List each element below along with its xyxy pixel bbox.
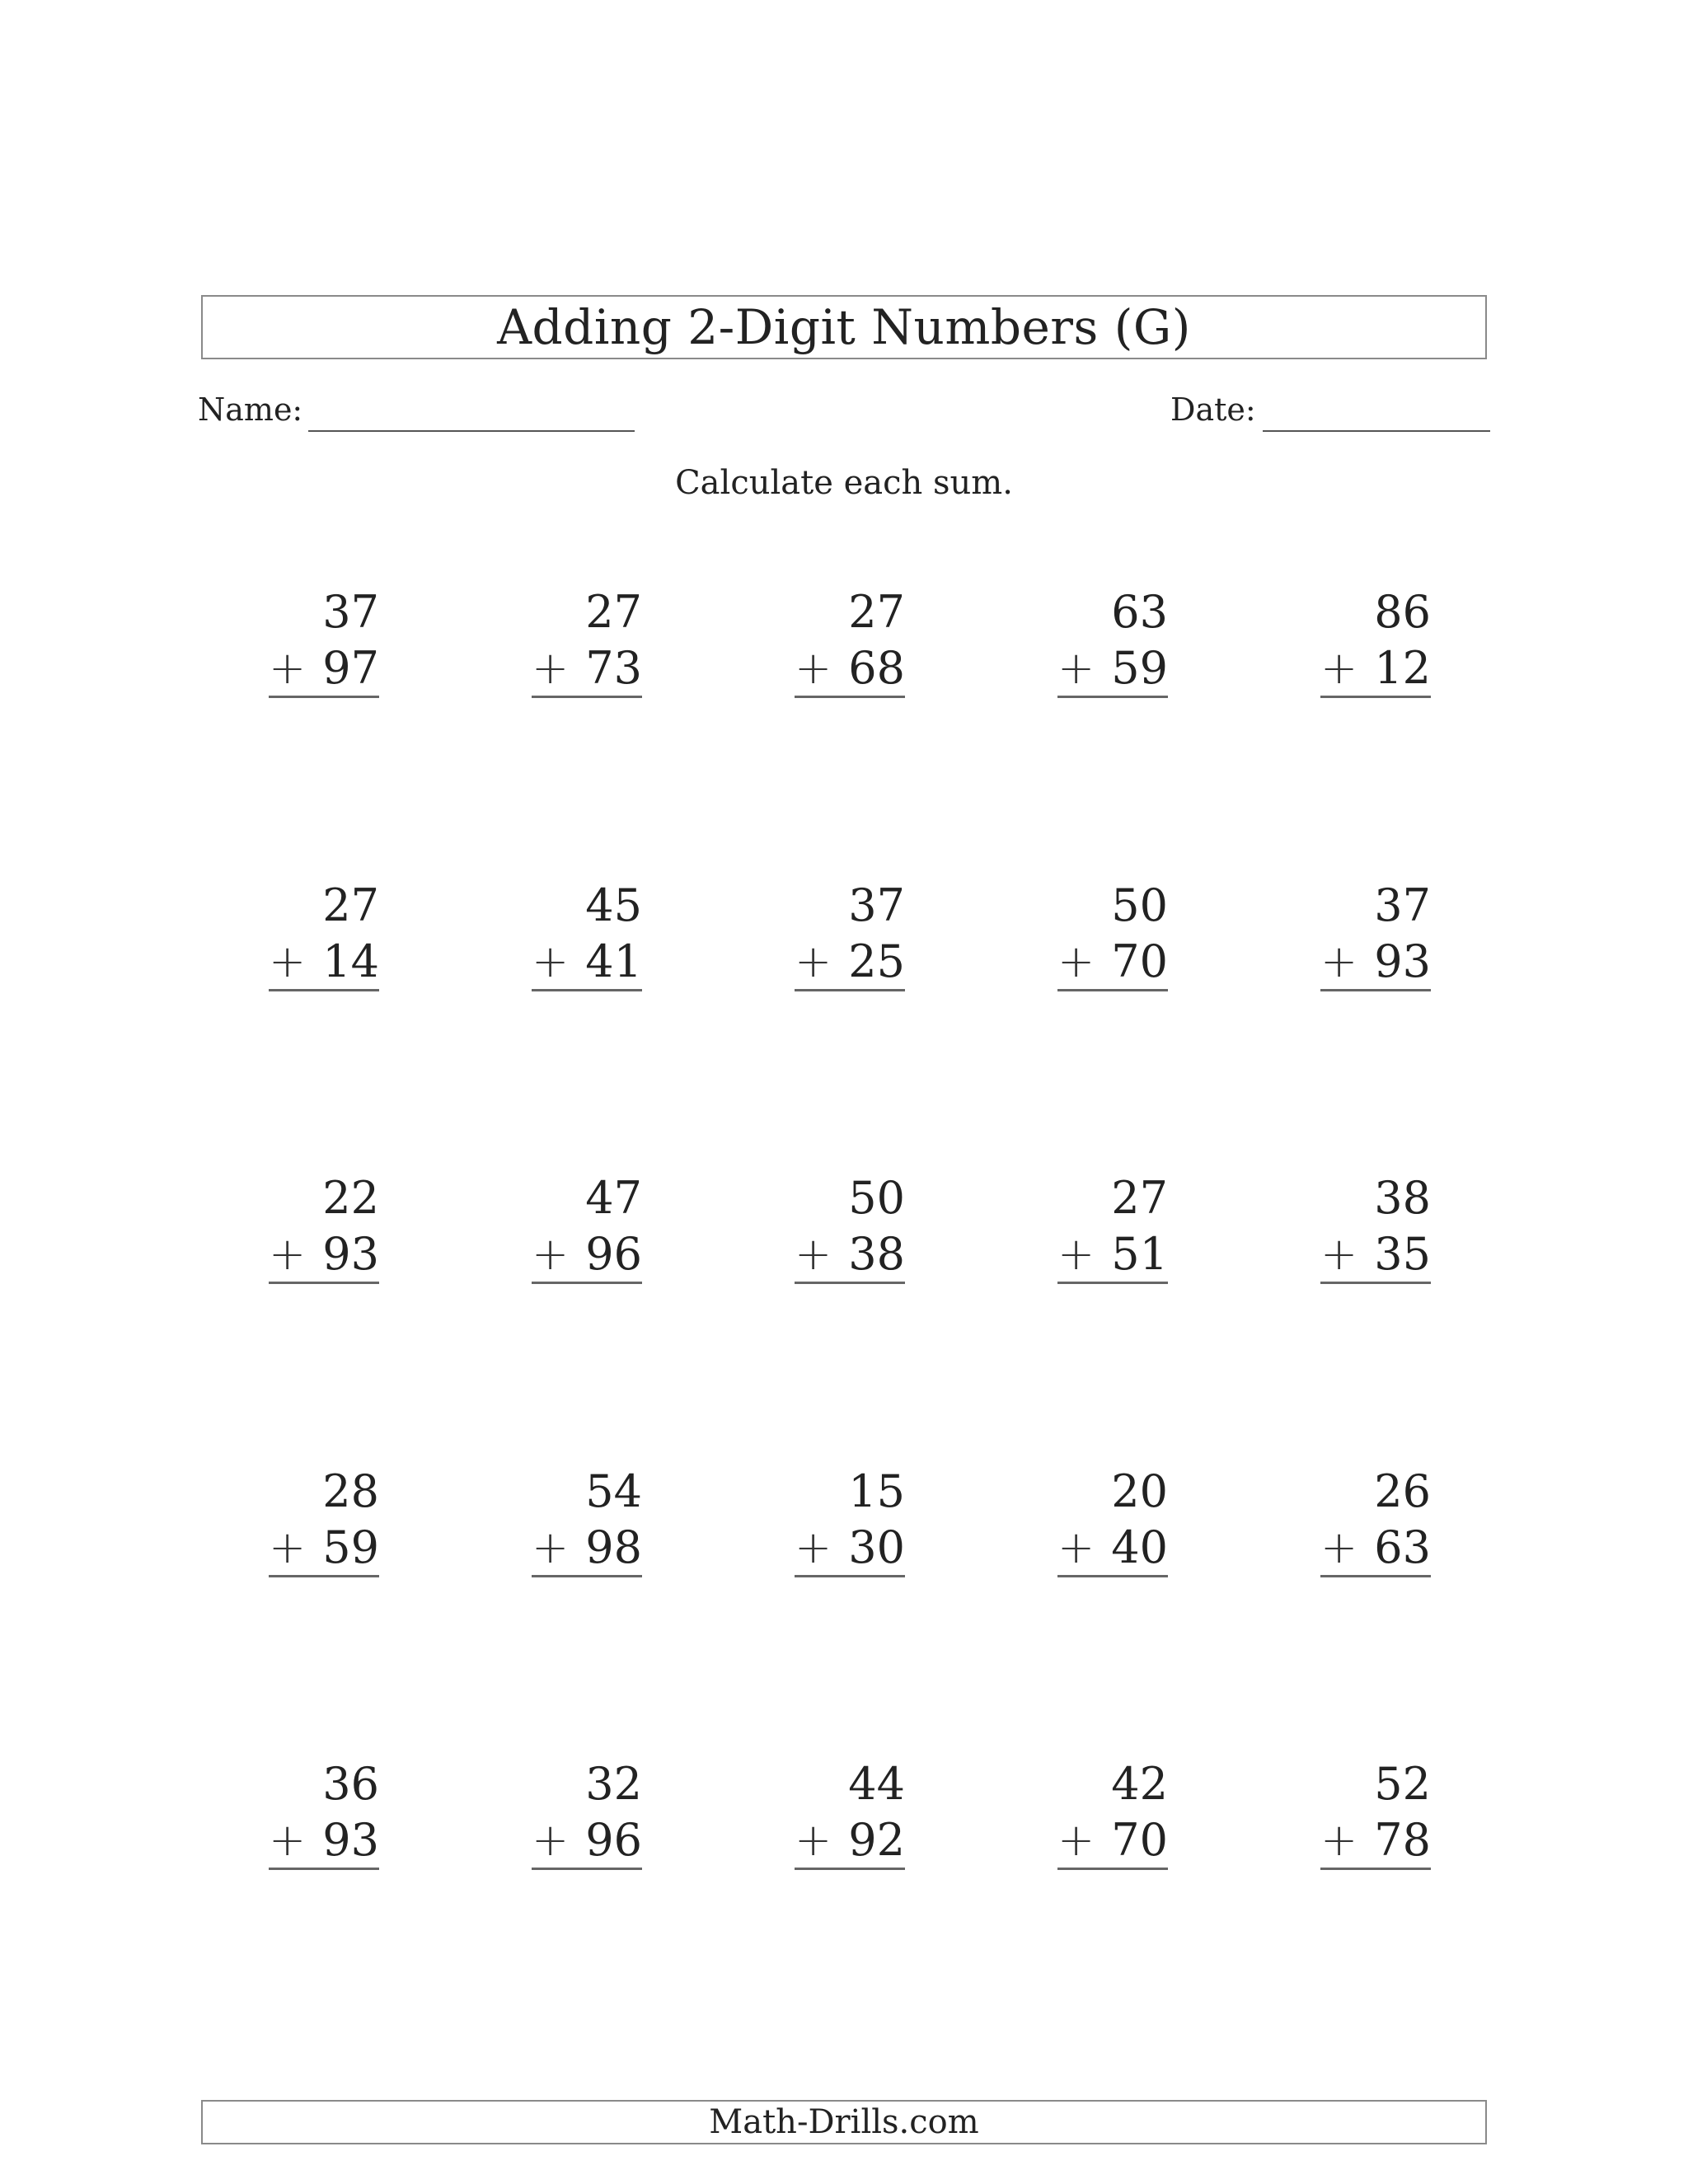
top-addend: 36 — [322, 1758, 379, 1810]
bottom-addend: 98 — [585, 1521, 642, 1573]
top-addend: 15 — [848, 1465, 905, 1517]
top-addend: 52 — [1374, 1758, 1431, 1810]
bottom-addend: 96 — [585, 1228, 642, 1280]
addition-problem — [532, 586, 642, 705]
addition-problem — [269, 586, 379, 705]
top-addend: 37 — [322, 586, 379, 638]
plus-sign: + — [269, 642, 307, 694]
plus-sign: + — [269, 1521, 307, 1573]
date-label: Date: — [1170, 391, 1256, 428]
addition-problem — [532, 879, 642, 999]
bottom-addend: 93 — [322, 1814, 379, 1866]
plus-sign: + — [1320, 1814, 1358, 1866]
addition-problem — [269, 1758, 379, 1877]
answer-line — [269, 1228, 379, 1284]
addition-problem — [1320, 1465, 1431, 1585]
answer-line — [1320, 1228, 1431, 1284]
top-addend: 26 — [1374, 1465, 1431, 1517]
answer-line — [795, 1814, 905, 1870]
instructions: Calculate each sum. — [675, 464, 1013, 502]
answer-line — [532, 1521, 642, 1577]
addition-problem — [269, 1172, 379, 1291]
addition-problem — [1320, 1172, 1431, 1291]
top-addend: 86 — [1374, 586, 1431, 638]
addition-problem — [269, 1465, 379, 1585]
addition-problem — [1057, 1465, 1168, 1585]
plus-sign: + — [795, 1521, 832, 1573]
plus-sign: + — [795, 935, 832, 987]
addition-problem — [1320, 586, 1431, 705]
addition-problem — [532, 1758, 642, 1877]
bottom-addend: 93 — [322, 1228, 379, 1280]
top-addend: 63 — [1111, 586, 1168, 638]
date-blank-line — [1263, 430, 1490, 432]
answer-line — [1057, 642, 1168, 698]
bottom-addend: 41 — [585, 935, 642, 987]
addition-problem — [532, 1172, 642, 1291]
bottom-addend: 78 — [1374, 1814, 1431, 1866]
answer-line — [1057, 935, 1168, 991]
plus-sign: + — [532, 1521, 570, 1573]
answer-line — [795, 1521, 905, 1577]
top-addend: 32 — [585, 1758, 642, 1810]
addition-problem — [1057, 1758, 1168, 1877]
addition-problem — [1057, 1172, 1168, 1291]
addition-problem — [269, 879, 379, 999]
top-addend: 37 — [848, 879, 905, 931]
bottom-addend: 73 — [585, 642, 642, 694]
plus-sign: + — [1320, 935, 1358, 987]
addition-problem — [795, 1758, 905, 1877]
name-blank-line — [308, 430, 635, 432]
plus-sign: + — [1057, 642, 1095, 694]
bottom-addend: 70 — [1111, 935, 1168, 987]
bottom-addend: 59 — [322, 1521, 379, 1573]
bottom-addend: 97 — [322, 642, 379, 694]
plus-sign: + — [532, 642, 570, 694]
bottom-addend: 38 — [848, 1228, 905, 1280]
answer-line — [1057, 1521, 1168, 1577]
answer-line — [532, 935, 642, 991]
worksheet-title: Adding 2-Digit Numbers (G) — [497, 299, 1191, 355]
plus-sign: + — [532, 1814, 570, 1866]
answer-line — [1320, 1814, 1431, 1870]
top-addend: 27 — [585, 586, 642, 638]
top-addend: 22 — [322, 1172, 379, 1224]
bottom-addend: 70 — [1111, 1814, 1168, 1866]
footer-credit: Math-Drills.com — [709, 2103, 979, 2141]
plus-sign: + — [532, 1228, 570, 1280]
top-addend: 38 — [1374, 1172, 1431, 1224]
plus-sign: + — [1057, 1521, 1095, 1573]
plus-sign: + — [269, 1228, 307, 1280]
top-addend: 20 — [1111, 1465, 1168, 1517]
bottom-addend: 12 — [1374, 642, 1431, 694]
top-addend: 44 — [848, 1758, 905, 1810]
bottom-addend: 51 — [1111, 1228, 1168, 1280]
bottom-addend: 30 — [848, 1521, 905, 1573]
footer-box — [201, 2100, 1487, 2144]
answer-line — [1057, 1228, 1168, 1284]
addition-problem — [795, 1465, 905, 1585]
top-addend: 42 — [1111, 1758, 1168, 1810]
bottom-addend: 35 — [1374, 1228, 1431, 1280]
answer-line — [1320, 642, 1431, 698]
bottom-addend: 14 — [322, 935, 379, 987]
bottom-addend: 25 — [848, 935, 905, 987]
answer-line — [269, 935, 379, 991]
bottom-addend: 96 — [585, 1814, 642, 1866]
plus-sign: + — [1320, 642, 1358, 694]
top-addend: 54 — [585, 1465, 642, 1517]
top-addend: 50 — [848, 1172, 905, 1224]
answer-line — [1320, 935, 1431, 991]
answer-line — [269, 1814, 379, 1870]
plus-sign: + — [269, 1814, 307, 1866]
plus-sign: + — [532, 935, 570, 987]
answer-line — [795, 642, 905, 698]
addition-problem — [795, 586, 905, 705]
addition-problem — [1320, 1758, 1431, 1877]
top-addend: 37 — [1374, 879, 1431, 931]
plus-sign: + — [795, 1814, 832, 1866]
bottom-addend: 40 — [1111, 1521, 1168, 1573]
plus-sign: + — [795, 642, 832, 694]
name-label: Name: — [198, 391, 303, 428]
top-addend: 27 — [848, 586, 905, 638]
bottom-addend: 93 — [1374, 935, 1431, 987]
top-addend: 47 — [585, 1172, 642, 1224]
answer-line — [1057, 1814, 1168, 1870]
top-addend: 28 — [322, 1465, 379, 1517]
answer-line — [269, 1521, 379, 1577]
answer-line — [269, 642, 379, 698]
addition-problem — [532, 1465, 642, 1585]
bottom-addend: 59 — [1111, 642, 1168, 694]
answer-line — [795, 935, 905, 991]
addition-problem — [1057, 586, 1168, 705]
bottom-addend: 63 — [1374, 1521, 1431, 1573]
addition-problem — [1320, 879, 1431, 999]
plus-sign: + — [795, 1228, 832, 1280]
answer-line — [532, 1814, 642, 1870]
bottom-addend: 92 — [848, 1814, 905, 1866]
plus-sign: + — [269, 935, 307, 987]
answer-line — [795, 1228, 905, 1284]
answer-line — [1320, 1521, 1431, 1577]
bottom-addend: 68 — [848, 642, 905, 694]
addition-problem — [795, 879, 905, 999]
answer-line — [532, 642, 642, 698]
addition-problem — [795, 1172, 905, 1291]
worksheet-title-box — [201, 295, 1487, 359]
plus-sign: + — [1320, 1228, 1358, 1280]
plus-sign: + — [1057, 1814, 1095, 1866]
plus-sign: + — [1057, 1228, 1095, 1280]
top-addend: 27 — [322, 879, 379, 931]
top-addend: 27 — [1111, 1172, 1168, 1224]
top-addend: 45 — [585, 879, 642, 931]
answer-line — [532, 1228, 642, 1284]
plus-sign: + — [1057, 935, 1095, 987]
top-addend: 50 — [1111, 879, 1168, 931]
addition-problem — [1057, 879, 1168, 999]
plus-sign: + — [1320, 1521, 1358, 1573]
